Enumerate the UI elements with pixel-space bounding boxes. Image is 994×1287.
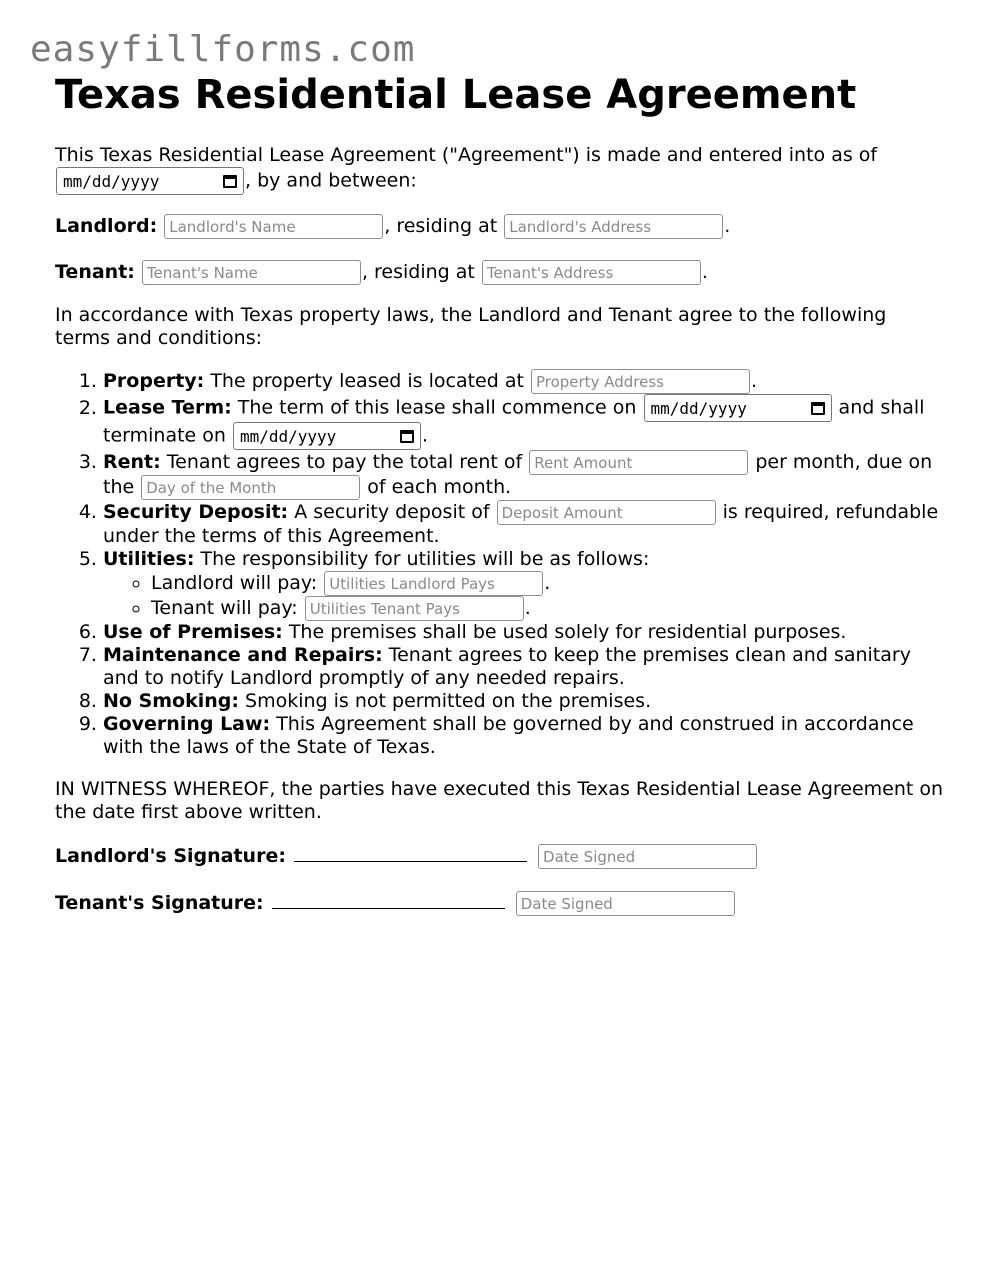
landlord-date-signed-input[interactable]	[538, 844, 757, 869]
lease-form	[55, 70, 945, 916]
utilities-landlord-item: ◦ Landlord will pay: Utilities Landlord Pays .	[151, 571, 945, 596]
rent-amount-input[interactable]	[529, 450, 748, 475]
term-rent: 3. Rent: Tenant agrees to pay the total rent of Rent Amount per month, due on the Day of the Month of each month.	[103, 450, 945, 500]
landlord-signature-line	[55, 843, 945, 869]
page-title: Texas Residential Lease Agreement	[55, 72, 857, 118]
term-lease-term: 2. Lease Term: The term of this lease shall commence on mm/dd/yyyy and shall terminate on mm/dd/yyyy .	[103, 394, 945, 450]
landlord-line: Landlord: Landlord's Name , residing at Landlord's Address .	[55, 214, 945, 239]
landlord-name-input[interactable]	[164, 214, 383, 239]
watermark: easyfillforms.com	[30, 29, 416, 70]
utilities-list	[103, 571, 945, 621]
witness-paragraph: IN WITNESS WHEREOF, the parties have executed this Texas Residential Lease Agreement on the date first above written.	[55, 778, 944, 823]
tenant-label: Tenant:	[55, 261, 135, 283]
intro-text-end: , by and between:	[245, 169, 417, 192]
terms-list	[55, 369, 945, 759]
tenant-address-input[interactable]	[482, 260, 701, 285]
calendar-icon[interactable]	[400, 430, 414, 443]
utilities-tenant-item: ◦ Tenant will pay: Utilities Tenant Pays .	[151, 596, 945, 621]
term-maintenance: 7. Maintenance and Repairs: Tenant agrees to keep the premises clean and sanitary and to notify Landlord promptly of any needed repairs.	[103, 644, 945, 690]
deposit-amount-input[interactable]	[497, 500, 716, 525]
tenant-date-signed-input[interactable]	[516, 891, 735, 916]
term-utilities: 5. Utilities: The responsibility for utilities will be as follows: ◦ Landlord will pay: Utilities Landlord Pays . ◦ Tenant will pay: Utilities Tenant Pays .	[103, 548, 945, 621]
tenant-signature-line	[55, 890, 945, 916]
intro-paragraph	[55, 144, 945, 195]
landlord-signature-label: Landlord's Signature:	[55, 845, 286, 867]
landlord-label: Landlord:	[55, 215, 158, 237]
intro-text: This Texas Residential Lease Agreement ("Agreement") is made and entered into as of	[55, 144, 878, 166]
lease-start-date-input[interactable]: mm/dd/yyyy	[644, 394, 832, 422]
utilities-landlord-input[interactable]	[324, 571, 543, 596]
property-address-input[interactable]	[531, 369, 750, 394]
term-security-deposit: 4. Security Deposit: A security deposit of Deposit Amount is required, refundable under the terms of this Agreement.	[103, 500, 945, 548]
term-property: 1. Property: The property leased is located at Property Address .	[103, 369, 945, 394]
lease-end-date-input[interactable]: mm/dd/yyyy	[233, 422, 421, 450]
accordance-paragraph: In accordance with Texas property laws, the Landlord and Tenant agree to the following terms and conditions:	[55, 304, 887, 349]
term-no-smoking: 8. No Smoking: Smoking is not permitted on the premises.	[103, 690, 945, 713]
tenant-name-input[interactable]	[142, 260, 361, 285]
tenant-signature-label: Tenant's Signature:	[55, 892, 264, 914]
calendar-icon[interactable]	[223, 175, 237, 188]
landlord-signature-blank[interactable]	[294, 843, 527, 862]
term-governing-law: 9. Governing Law: This Agreement shall be governed by and construed in accordance with the laws of the State of Texas.	[103, 713, 945, 759]
rent-day-input[interactable]	[141, 475, 360, 500]
tenant-signature-blank[interactable]	[272, 890, 505, 909]
utilities-tenant-input[interactable]	[305, 596, 524, 621]
agreement-date-input[interactable]: mm/dd/yyyy	[56, 167, 244, 195]
tenant-line: Tenant: Tenant's Name , residing at Tenant's Address .	[55, 260, 945, 285]
landlord-address-input[interactable]	[504, 214, 723, 239]
term-use-of-premises: 6. Use of Premises: The premises shall be used solely for residential purposes.	[103, 621, 945, 644]
calendar-icon[interactable]	[811, 402, 825, 415]
